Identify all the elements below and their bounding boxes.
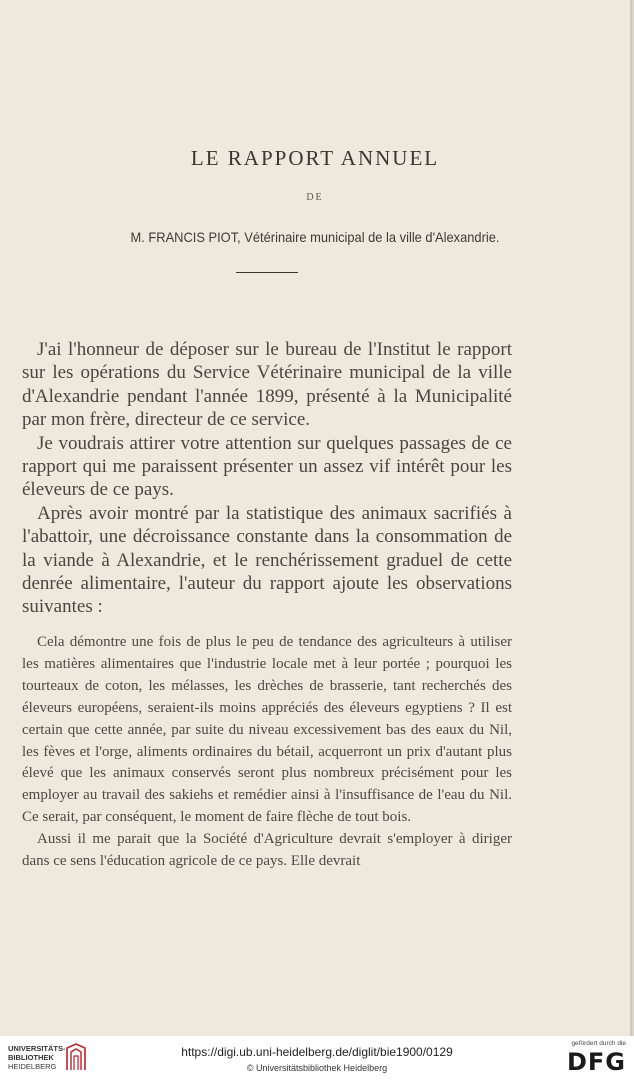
title-divider [236,272,298,273]
library-name-line: HEIDELBERG [8,1062,57,1071]
article-title: LE RAPPORT ANNUEL [190,146,440,170]
copyright-notice: © Universitätsbibliothek Heidelberg [246,1063,388,1073]
title-connector: DE [306,192,324,203]
library-name-line: BIBLIOTHEK [8,1053,54,1062]
dfg-logo[interactable]: DFG [566,1048,626,1076]
paragraph: Après avoir montré par la statistique des animaux sacrifiés à l'abattoir, une décroissance constante dans la consommation de la viande à Alexandrie, et le renchérissement graduel de cette denrée alimentaire, l'auteur du rapport ajoute les observations suivantes : [22,502,512,618]
document-url-link[interactable]: https://digi.ub.uni-heidelberg.de/diglit/bie1900/0129 [181,1045,453,1059]
library-name-line: UNIVERSITÄTS- [8,1044,66,1053]
author-line: M. FRANCIS PIOT, Vétérinaire municipal de la ville d'Alexandrie. [130,229,500,245]
quote-paragraph: Aussi il me parait que la Société d'Agriculture devrait s'employer à diriger dans ce sens l'éducation agricole de ce pays. Elle devrait [22,831,512,870]
quote-paragraph: Cela démontre une fois de plus le peu de tendance des agriculteurs à utiliser les matières alimentaires que l'industrie locale met à leur portée ; pourquoi les tourteaux de coton, les mélasses, les drèches de brasserie, tant recherchés des éleveurs européens, seraient-ils moins appréciés des éleveurs egyptiens ? Il est certain que cette année, par suite du niveau excessivement bas des eaux du Nil, les fèves et l'orge, aliments ordinaires du bétail, acquerront un prix d'autant plus élevé que les animaux conservés seront plus nombreux précisément pour les employer au travail des sakiehs et remédier ainsi à l'insuffisance de l'eau du Nil. Ce serait, par conséquent, le moment de faire flèche de tout bois. [22,634,512,826]
paragraph: Je voudrais attirer votre attention sur quelques passages de ce rapport qui me paraissent présenter un assez vif intérêt pour les éleveurs de ce pays. [22,432,512,501]
viewer-footer [0,1036,634,1080]
paragraph: J'ai l'honneur de déposer sur le bureau de l'Institut le rapport sur les opérations du Service Vétérinaire municipal de la ville d'Alexandrie pendant l'année 1899, présenté à la Municipalité par mon frère, directeur de ce service. [22,339,512,431]
body-text [22,338,512,619]
funding-caption: gefördert durch die [571,1040,626,1047]
quoted-passage [22,632,512,873]
